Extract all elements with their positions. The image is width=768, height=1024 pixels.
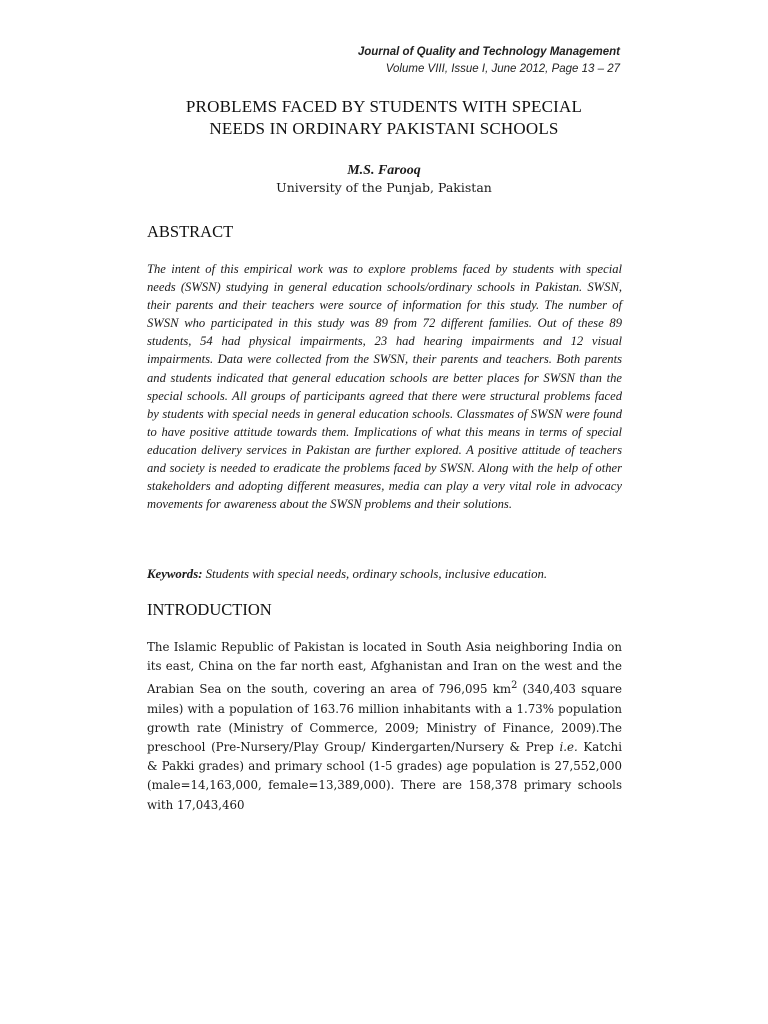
introduction-heading: INTRODUCTION [147,600,272,619]
keywords-label: Keywords: [147,567,203,581]
intro-part-3: Katchi & Pakki grades) and primary school (1-5 grades) age population is 27,552,000 (male=14,163,000, female=13,389,000). There are 158,378 primary schools with 17,043,460 [147,739,622,812]
title-line-1: PROBLEMS FACED BY STUDENTS WITH SPECIAL [185,97,583,116]
keywords-text: Students with special needs, ordinary schools, inclusive education. [205,567,548,581]
keywords [147,565,622,583]
abstract-text: The intent of this empirical work was to explore problems faced by students with special needs (SWSN) studying in general education schools/ordinary schools in Pakistan. SWSN, their parents and their teachers were source of information for this study. The number of SWSN who participated in this study was 89 from 72 different families. Out of these 89 students, 54 had physical impairments, 23 had hearing impairments and 12 visual impairments. Data were collected from the SWSN, their parents and teachers. Both parents and students indicated that general education schools are better places for SWSN than the special schools. All groups of participants agreed that there were structural problems faced by students with special needs in general education schools. Classmates of SWSN were found to have positive attitude towards them. Implications of what this means in terms of special education delivery services in Pakistan are further explored. A positive attitude of teachers and society is needed to eradicate the problems faced by SWSN. Along with the help of other stakeholders and adopting different measures, media can play a very vital role in advocacy movements for awareness about the SWSN problems and their solutions. [147,262,622,512]
running-header [358,44,620,78]
intro-part-1: The Islamic Republic of Pakistan is located in South Asia neighboring India on its east, China on the far north east, Afghanistan and Iran on the west and the Arabian Sea on the south, covering an area of 796,095 km [147,640,622,697]
area-superscript: 2 [511,680,518,692]
paper-title [146,96,622,140]
author-affiliation: University of the Punjab, Pakistan [276,180,492,195]
author-name: M.S. Farooq [347,163,421,178]
abstract-heading: ABSTRACT [147,222,234,241]
journal-issue: Volume VIII, Issue I, June 2012, Page 13 – 27 [385,63,620,75]
journal-name: Journal of Quality and Technology Management [357,46,620,58]
intro-ie: i.e. [559,739,578,754]
title-line-2: NEEDS IN ORDINARY PAKISTANI SCHOOLS [209,119,559,138]
intro-part-2: (340,403 square miles) with a population of 163.76 million inhabitants with a 1.73% population growth rate (Ministry of Commerce, 2009; Ministry of Finance, 2009).The preschool (Pre-Nursery/Play Group/ Kindergarten/Nursery & Prep [147,682,622,754]
introduction-text [147,638,622,815]
